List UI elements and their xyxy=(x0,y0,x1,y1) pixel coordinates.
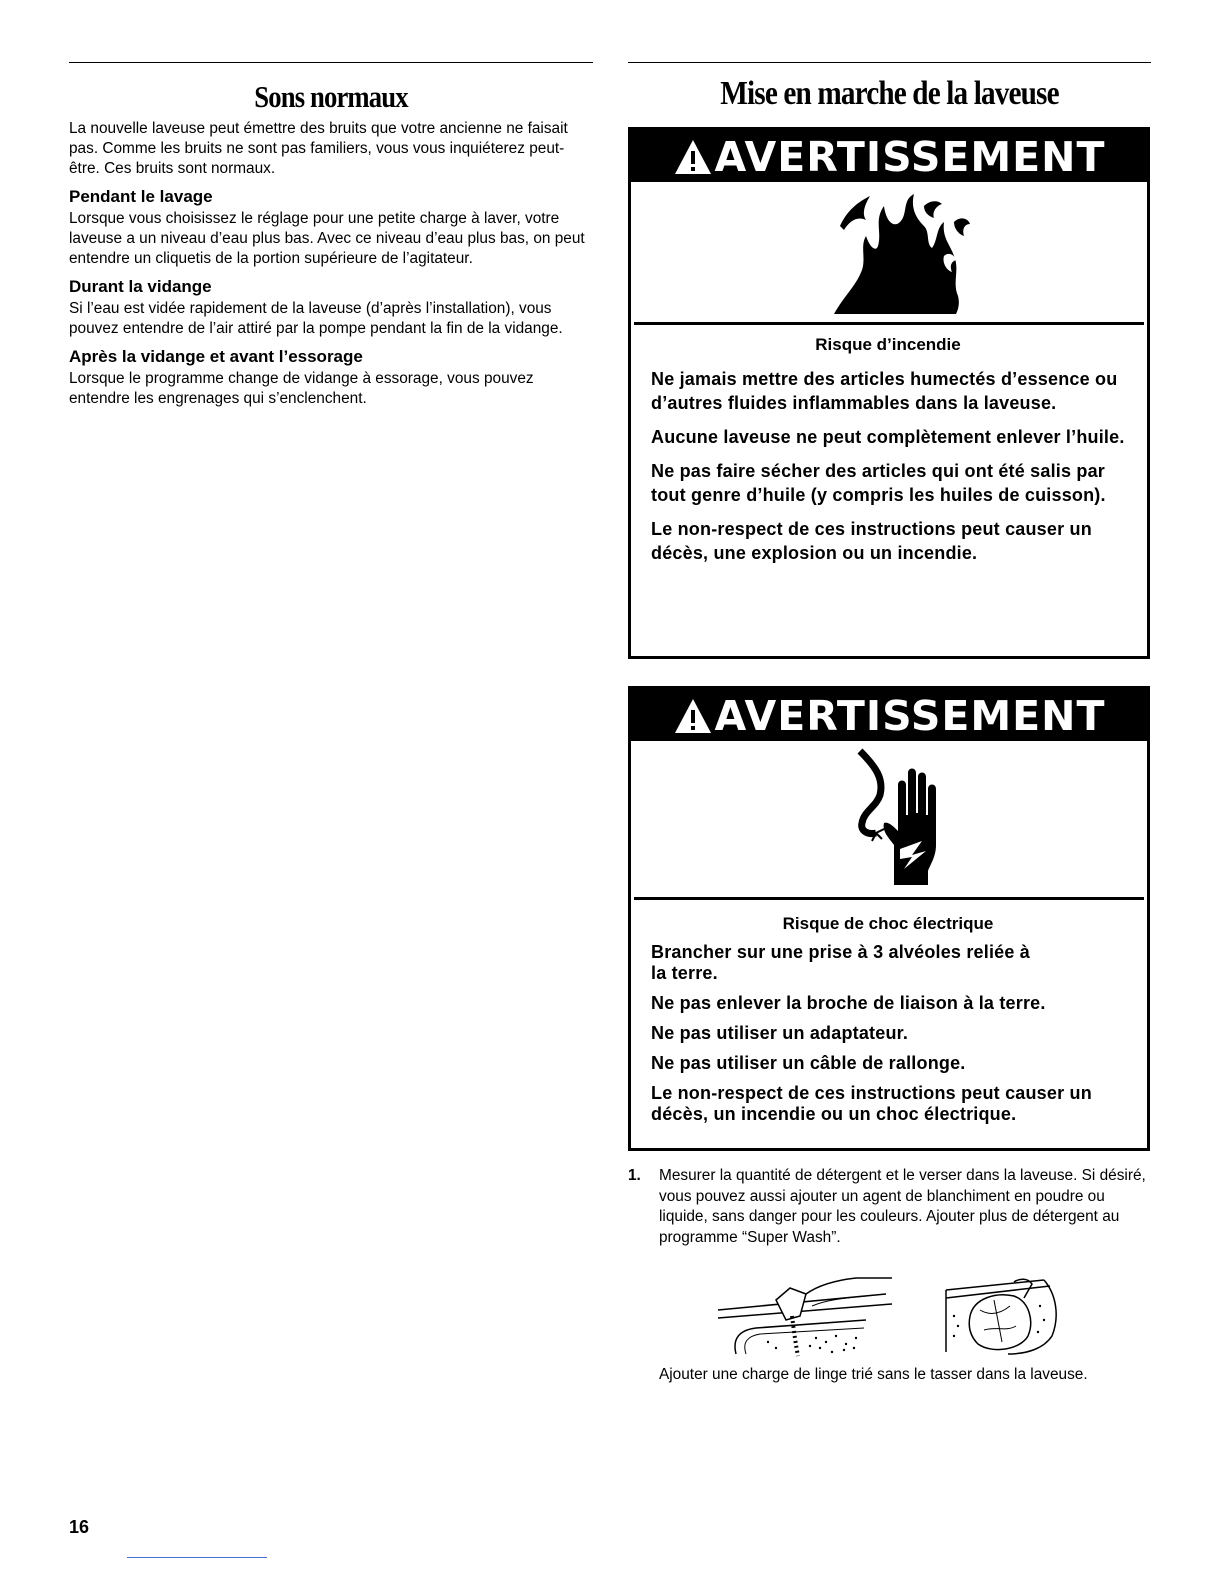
subheading-apres-vidange: Après la vidange et avant l’essorage xyxy=(69,347,363,366)
intro-paragraph: La nouvelle laveuse peut émettre des bruits que votre ancienne ne faisait pas. Comme les bruits ne sont pas familiers, vous vous inquiéterez peut-être. Ces bruits sont normaux. xyxy=(69,120,568,177)
warning-line: Ne jamais mettre des articles humectés d’essence ou d’autres fluides inflammables dans la laveuse. xyxy=(651,369,1118,413)
warning-content-electric xyxy=(631,900,1147,1139)
warning-line: Ne pas utiliser un câble de rallonge. xyxy=(651,1053,966,1073)
warning-line: Le non-respect de ces instructions peut causer un décès, une explosion ou un incendie. xyxy=(651,519,1092,563)
warning-line: Le non-respect de ces instructions peut causer un décès, un incendie ou un choc électrique. xyxy=(651,1083,1092,1124)
section-title-mise-en-marche: Mise en marche de la laveuse xyxy=(720,75,1059,112)
warning-banner-text: AVERTISSEMENT xyxy=(714,692,1106,740)
fire-icon xyxy=(634,182,1144,325)
warning-box-fire xyxy=(628,127,1150,659)
warning-line: Ne pas enlever la broche de liaison à la terre. xyxy=(651,993,1046,1013)
electric-shock-hand-icon xyxy=(634,741,1144,900)
page-number: 16 xyxy=(69,1517,90,1537)
paragraph-durant-vidange: Si l’eau est vidée rapidement de la laveuse (d’après l’installation), vous pouvez entendre de l’air attiré par la pompe pendant la fin de la vidange. xyxy=(69,300,563,337)
warning-banner xyxy=(631,689,1147,741)
paragraph-pendant-lavage: Lorsque vous choisissez le réglage pour une petite charge à laver, votre laveuse a un niveau d’eau plus bas. Avec ce niveau d’eau plus bas, on peut entendre un cliquetis de la portion supérieure de l’agitateur. xyxy=(69,210,585,267)
illustration-caption: Ajouter une charge de linge trié sans le tasser dans la laveuse. xyxy=(659,1366,1088,1383)
warning-box-electric xyxy=(628,686,1150,1151)
warning-line: Aucune laveuse ne peut complètement enlever l’huile. xyxy=(651,427,1125,447)
step-text: Mesurer la quantité de détergent et le verser dans la laveuse. Si désiré, vous pouvez aussi ajouter un agent de blanchiment en poudre ou liquide, sans danger pour les couleurs. Ajouter plus de détergent au programme “Super Wash”. xyxy=(659,1167,1146,1246)
risk-label-electric: Risque de choc électrique xyxy=(782,914,994,933)
load-laundry-illustration xyxy=(944,1276,1064,1363)
warning-banner xyxy=(631,130,1147,182)
pour-detergent-illustration xyxy=(716,1276,896,1363)
step-number: 1. xyxy=(628,1167,641,1184)
footer-link-underline xyxy=(127,1557,267,1558)
warning-content-fire xyxy=(631,325,1147,589)
subheading-durant-vidange: Durant la vidange xyxy=(69,277,212,296)
right-top-rule xyxy=(628,62,1151,63)
section-title-sons-normaux: Sons normaux xyxy=(254,79,408,114)
paragraph-apres-vidange: Lorsque le programme change de vidange à essorage, vous pouvez entendre les engrenages qui s’enclenchent. xyxy=(69,370,534,407)
risk-label-fire: Risque d’incendie xyxy=(815,335,961,354)
right-column-header xyxy=(628,62,1151,113)
warning-line: Ne pas faire sécher des articles qui ont été salis par tout genre d’huile (y compris les huiles de cuisson). xyxy=(651,461,1106,505)
warning-banner-text: AVERTISSEMENT xyxy=(714,133,1106,181)
left-top-rule xyxy=(69,62,593,63)
warning-line: Brancher sur une prise à 3 alvéoles reliée à la terre. xyxy=(651,942,1030,983)
step-1 xyxy=(628,1166,1152,1248)
subheading-pendant-lavage: Pendant le lavage xyxy=(69,187,213,206)
warning-line: Ne pas utiliser un adaptateur. xyxy=(651,1023,909,1043)
left-column xyxy=(69,62,593,409)
